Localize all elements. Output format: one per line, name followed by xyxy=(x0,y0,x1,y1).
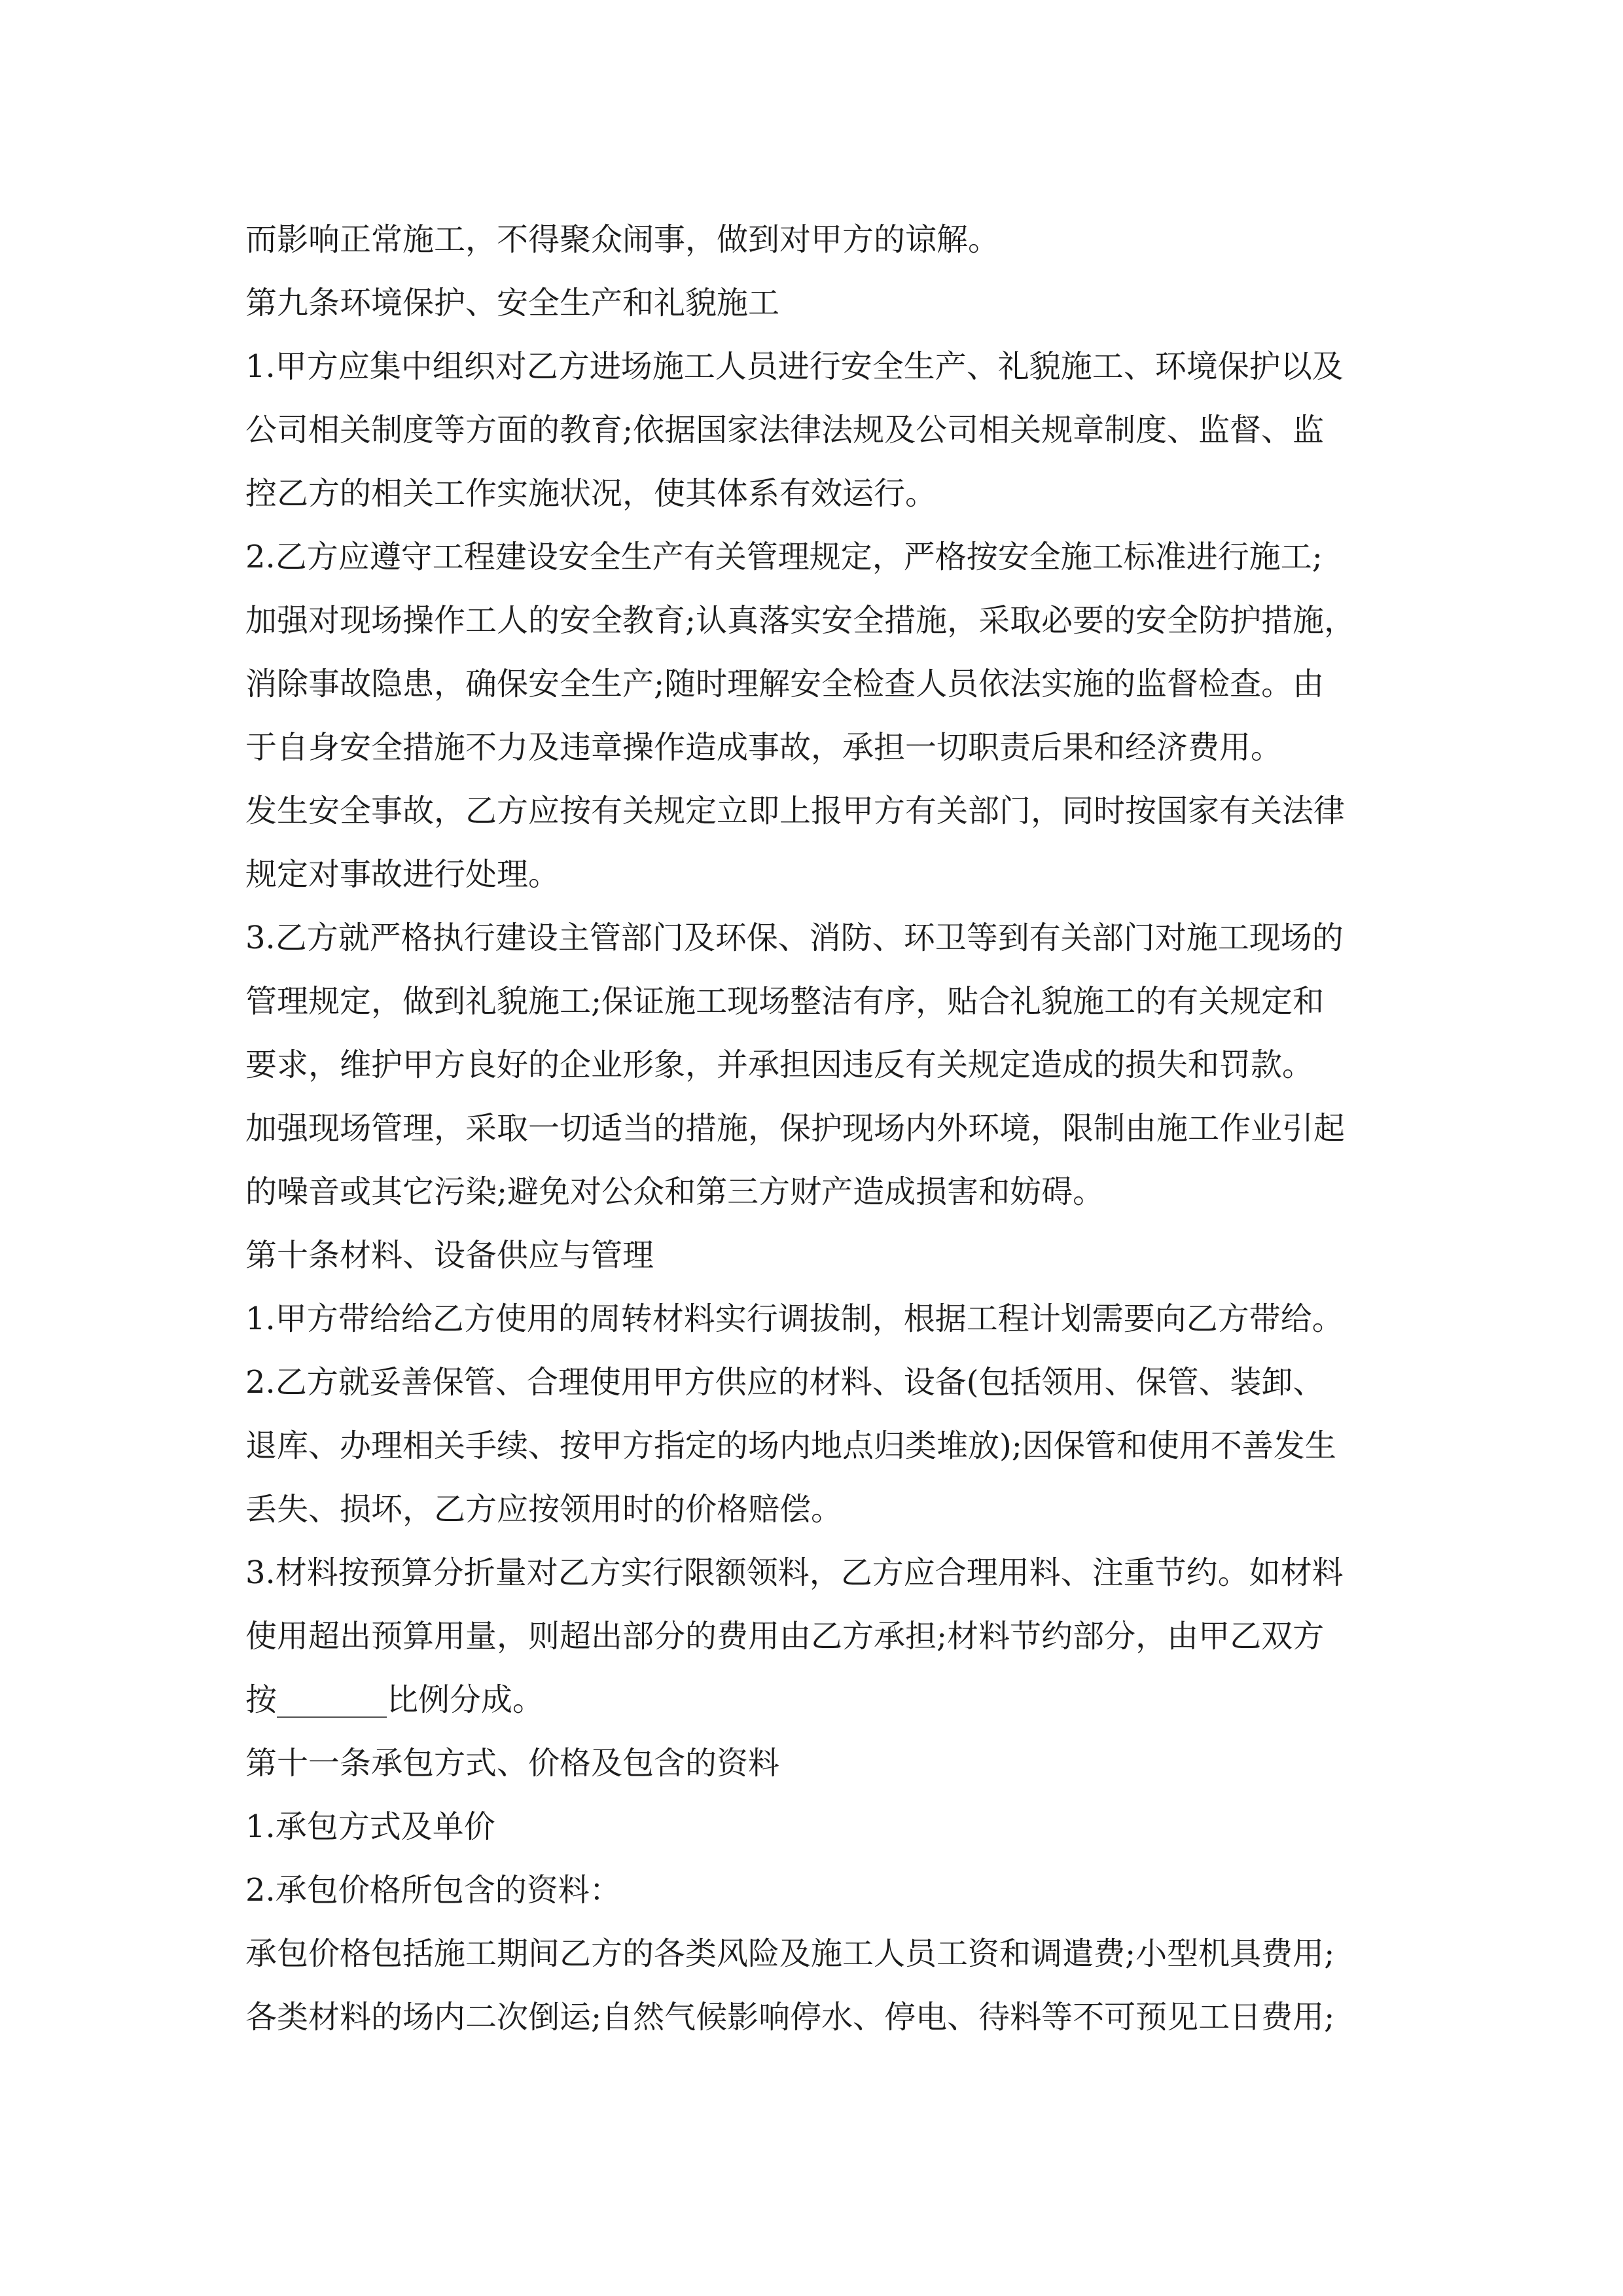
text-line: 管理规定，做到礼貌施工;保证施工现场整洁有序，贴合礼貌施工的有关规定和 xyxy=(245,983,1325,1020)
text-line: 2.承包价格所包含的资料： xyxy=(245,1872,621,1909)
text-line: 2.乙方就妥善保管、合理使用甲方供应的材料、设备(包括领用、保管、装卸、 xyxy=(245,1364,1325,1401)
text-line: 而影响正常施工，不得聚众闹事，做到对甲方的谅解。 xyxy=(245,221,1000,258)
document-body xyxy=(245,208,1397,2049)
section-heading: 第十条材料、设备供应与管理 xyxy=(245,1237,654,1274)
text-line: 按_______比例分成。 xyxy=(245,1681,544,1718)
text-line: 1.甲方应集中组织对乙方进场施工人员进行安全生产、礼貌施工、环境保护以及 xyxy=(245,348,1344,385)
section-heading: 第十一条承包方式、价格及包含的资料 xyxy=(245,1745,780,1782)
text-line: 规定对事故进行处理。 xyxy=(245,856,560,893)
text-line: 发生安全事故，乙方应按有关规定立即上报甲方有关部门，同时按国家有关法律 xyxy=(245,793,1346,829)
text-line: 控乙方的相关工作实施状况，使其体系有效运行。 xyxy=(245,475,937,512)
text-line: 3.材料按预算分折量对乙方实行限额领料，乙方应合理用料、注重节约。如材料 xyxy=(245,1554,1344,1591)
text-line: 加强对现场操作工人的安全教育;认真落实安全措施，采取必要的安全防护措施， xyxy=(245,602,1356,639)
text-line: 1.甲方带给给乙方使用的周转材料实行调拔制，根据工程计划需要向乙方带给。 xyxy=(245,1300,1344,1337)
text-line: 的噪音或其它污染;避免对公众和第三方财产造成损害和妨碍。 xyxy=(245,1174,1105,1210)
text-line: 使用超出预算用量，则超出部分的费用由乙方承担;材料节约部分，由甲乙双方 xyxy=(245,1618,1325,1655)
text-line: 3.乙方就严格执行建设主管部门及环保、消防、环卫等到有关部门对施工现场的 xyxy=(245,920,1344,956)
text-line: 加强现场管理，采取一切适当的措施，保护现场内外环境，限制由施工作业引起 xyxy=(245,1110,1346,1147)
text-line: 1.承包方式及单价 xyxy=(245,1808,495,1845)
text-line: 2.乙方应遵守工程建设安全生产有关管理规定，严格按安全施工标准进行施工; xyxy=(245,539,1323,575)
text-line: 于自身安全措施不力及违章操作造成事故，承担一切职责后果和经济费用。 xyxy=(245,729,1283,766)
text-line: 消除事故隐患，确保安全生产;随时理解安全检查人员依法实施的监督检查。由 xyxy=(245,666,1325,702)
text-line: 丢失、损坏，乙方应按领用时的价格赔偿。 xyxy=(245,1491,843,1528)
text-line: 退库、办理相关手续、按甲方指定的场内地点归类堆放);因保管和使用不善发生 xyxy=(245,1427,1336,1464)
text-line: 要求，维护甲方良好的企业形象，并承担因违反有关规定造成的损失和罚款。 xyxy=(245,1047,1314,1083)
text-line: 各类材料的场内二次倒运;自然气候影响停水、停电、待料等不可预见工日费用; xyxy=(245,1999,1335,2036)
section-heading: 第九条环境保护、安全生产和礼貌施工 xyxy=(245,285,780,321)
text-line: 承包价格包括施工期间乙方的各类风险及施工人员工资和调遣费;小型机具费用; xyxy=(245,1935,1335,1972)
text-line: 公司相关制度等方面的教育;依据国家法律法规及公司相关规章制度、监督、监 xyxy=(245,412,1325,448)
